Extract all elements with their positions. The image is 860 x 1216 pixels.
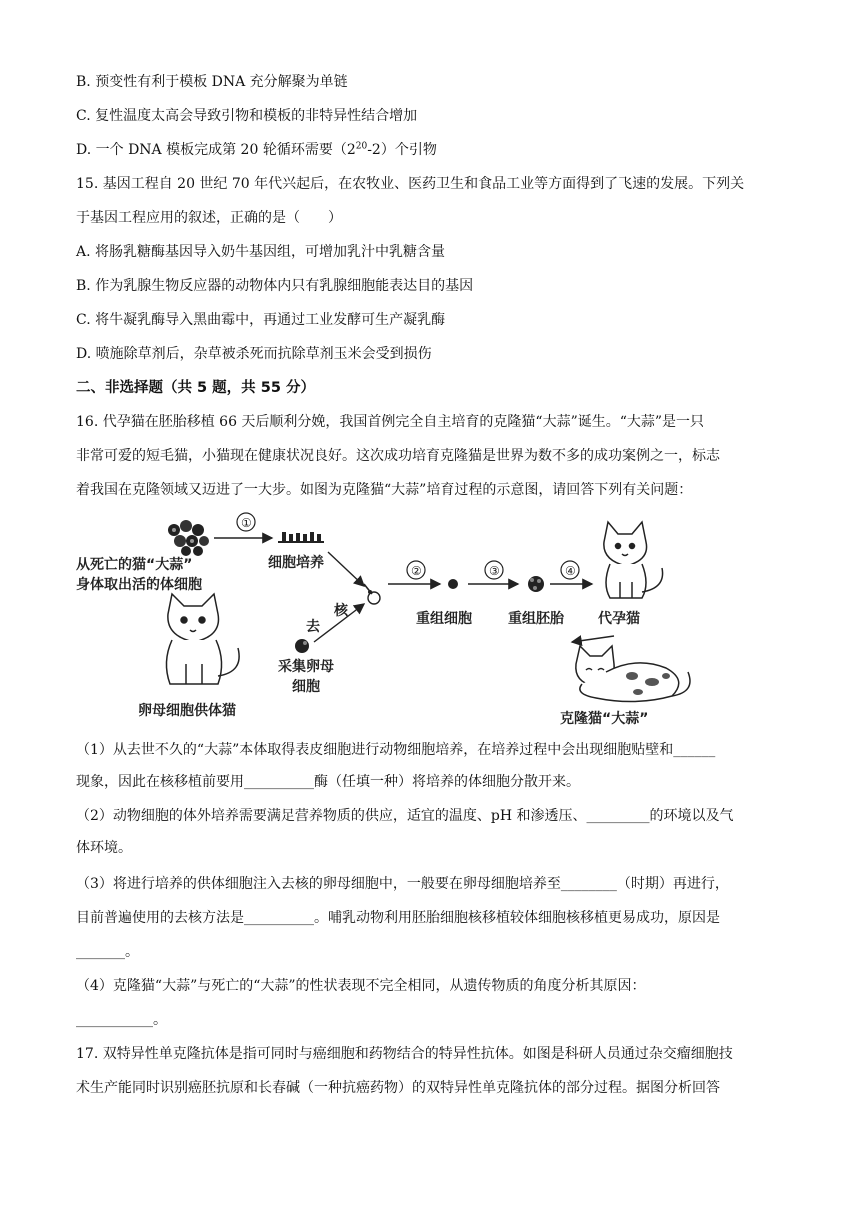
line-3-part-b: -2）个引物 [367, 142, 437, 158]
step-2-number: ② [411, 564, 422, 578]
question-17-line-2: 术生产能同时识别癌胚抗原和长春碱（一种抗癌药物）的双特异性单克隆抗体的部分过程。据图分析回答 [76, 1080, 720, 1096]
question-16-line-1: 16. 代孕猫在胚胎移植 66 天后顺利分娩，我国首例完全自主培育的克隆猫“大蒜”诞生。“大蒜”是一只 [76, 414, 705, 430]
step-3-number: ③ [489, 564, 500, 578]
question-16-line-2: 非常可爱的短毛猫，小猫现在健康状况良好。这次成功培育克隆猫是世界为数不多的成功案例之一，标志 [76, 448, 720, 464]
option-c: C. 将牛凝乳酶导入黑曲霉中，再通过工业发酵可生产凝乳酶 [76, 312, 446, 328]
oocyte-label-line-2: 细胞 [292, 679, 320, 695]
arrow-to-clone [572, 636, 614, 642]
surrogate-cat-icon [604, 522, 663, 598]
clone-cat-label: 克隆猫“大蒜” [560, 711, 649, 727]
donor-label-line-1: 从死亡的猫“大蒜” [76, 557, 193, 573]
clone-cat-icon [576, 646, 690, 702]
donor-label-line-2: 身体取出活的体细胞 [76, 577, 202, 593]
enucleate-label-2: 核 [334, 603, 348, 619]
question-16-part-1-line-2: 现象，因此在核移植前要用__________酶（任填一种）将培养的体细胞分散开来。 [76, 774, 580, 790]
line-2: C. 复性温度太高会导致引物和模板的非特异性结合增加 [76, 108, 418, 124]
nuclear-transfer-icon [364, 584, 380, 604]
question-16-part-3-line-3: _______。 [76, 944, 139, 960]
question-16-part-3-line-2: 目前普遍使用的去核方法是__________。哺乳动物利用胚胎细胞核移植较体细胞核移植更易成功，原因是 [76, 910, 720, 926]
clone-cat-diagram [76, 512, 706, 734]
recombined-cell-label: 重组细胞 [416, 611, 472, 627]
line-3 [76, 140, 437, 160]
oocyte-icon [295, 639, 309, 653]
oocyte-label-line-1: 采集卵母 [278, 659, 334, 675]
recombined-cell-icon [448, 579, 458, 589]
enucleate-label-1: 去 [306, 619, 320, 635]
section-heading: 二、非选择题（共 5 题，共 55 分） [76, 380, 315, 396]
option-a: A. 将肠乳糖酶基因导入奶牛基因组，可增加乳汁中乳糖含量 [76, 244, 446, 260]
question-16-part-4-line-2: ___________。 [76, 1012, 167, 1028]
cell-culture-label: 细胞培养 [268, 555, 324, 571]
oocyte-donor-label: 卵母细胞供体猫 [138, 703, 236, 719]
cell-culture-icon [278, 532, 324, 542]
somatic-cells-icon [168, 520, 209, 556]
line-3-superscript: 20 [355, 141, 368, 152]
question-16-part-4-line-1: （4）克隆猫“大蒜”与死亡的“大蒜”的性状表现不完全相同，从遗传物质的角度分析其原因： [76, 978, 646, 994]
question-16-part-2-line-1: （2）动物细胞的体外培养需要满足营养物质的供应，适宜的温度、pH 和渗透压、_________的环境以及气 [76, 808, 734, 824]
question-16-part-1-line-1: （1）从去世不久的“大蒜”本体取得表皮细胞进行动物细胞培养，在培养过程中会出现细胞贴壁和______ [76, 742, 716, 758]
recombined-embryo-icon [528, 576, 544, 592]
question-16-line-3: 着我国在克隆领域又迈进了一大步。如图为克隆猫“大蒜”培育过程的示意图，请回答下列有关问题： [76, 482, 693, 498]
question-16-part-2-line-2: 体环境。 [76, 840, 132, 856]
oocyte-donor-cat-icon [166, 594, 239, 684]
arrow-culture-to-injection [328, 552, 364, 586]
step-4-number: ④ [565, 564, 576, 578]
surrogate-cat-label: 代孕猫 [598, 611, 640, 627]
question-15-line-2: 于基因工程应用的叙述，正确的是（ ） [76, 210, 342, 226]
line-1: B. 预变性有利于模板 DNA 充分解聚为单链 [76, 74, 348, 90]
question-15-line-1: 15. 基因工程自 20 世纪 70 年代兴起后，在农牧业、医药卫生和食品工业等方面得到了飞速的发展。下列关 [76, 176, 745, 192]
question-17-line-1: 17. 双特异性单克隆抗体是指可同时与癌细胞和药物结合的特异性抗体。如图是科研人员通过杂交瘤细胞技 [76, 1046, 733, 1062]
option-b: B. 作为乳腺生物反应器的动物体内只有乳腺细胞能表达目的基因 [76, 278, 474, 294]
step-1-number: ① [241, 516, 252, 530]
option-d: D. 喷施除草剂后，杂草被杀死而抗除草剂玉米会受到损伤 [76, 346, 432, 362]
question-16-part-3-line-1: （3）将进行培养的供体细胞注入去核的卵母细胞中，一般要在卵母细胞培养至________（时期）再进行， [76, 876, 729, 892]
line-3-part-a: D. 一个 DNA 模板完成第 20 轮循环需要（2 [76, 142, 356, 158]
recombined-embryo-label: 重组胚胎 [508, 611, 564, 627]
